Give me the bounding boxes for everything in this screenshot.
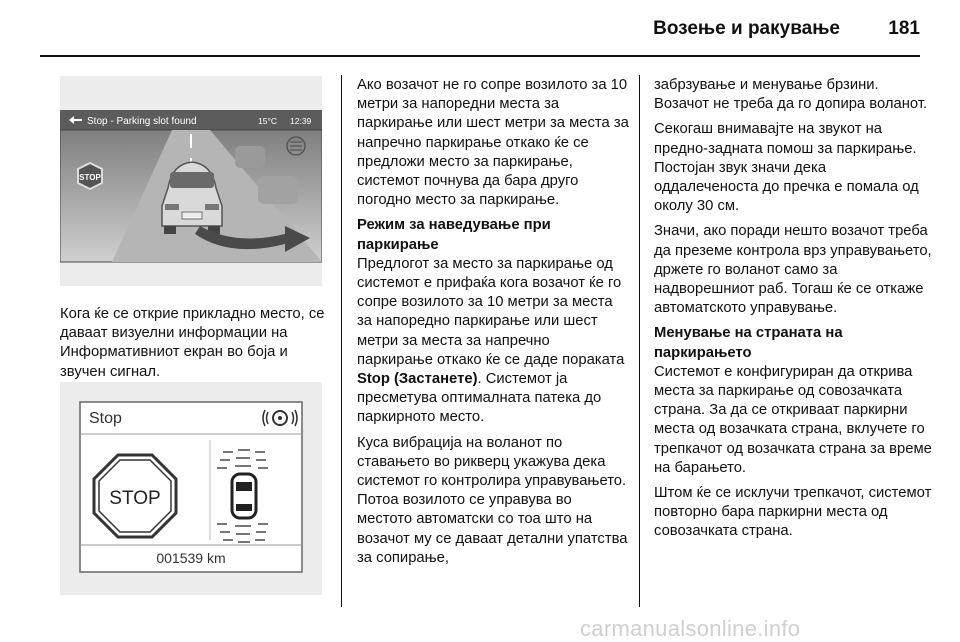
paragraph-text: . Системот ја пресметува оптималната патека до паркирното место.	[357, 371, 602, 426]
paragraph: Куса вибрација на воланот по ставањето во рикверц укажува дека системот го контролира управувањето. Потоа возилото се управува во местото автоматски со тоа што на возачот му се даваат детални упатства за сопирање,	[357, 434, 628, 566]
page-number: 181	[888, 18, 920, 39]
column-2	[357, 76, 629, 574]
figure-stop-message	[60, 382, 322, 595]
display-title: Stop - Parking slot found	[87, 116, 197, 127]
paragraph: Секогаш внимавајте на звукот на предно-задната помош за паркирање. Постојан звук значи дека оддалеченоста до пречка е помала од околу 30 см.	[654, 121, 919, 215]
section-heading: Менување на страната на паркирањето	[654, 325, 843, 361]
stop-sign-label: STOP	[79, 173, 101, 182]
display-temperature: 15°C	[258, 116, 277, 126]
stop-sign-label: STOP	[109, 488, 161, 509]
paragraph: Значи, ако поради нешто возачот треба да преземе контрола врз управувањето, држете го воланот само за надворешниот раб. Тогаш ќе се откаже автоматското управување.	[654, 223, 932, 317]
paragraph: Ако возачот не го сопре возилото за 10 метри за напоредни места за паркирање или шест метри за места за напречно паркирање откако ќе се предложи место за паркирање, системот почнува да бара друго погодно место за паркирање.	[357, 77, 629, 209]
column-separator	[639, 75, 640, 607]
header-title: Возење и ракување	[653, 18, 840, 39]
section-heading: Режим за наведување при паркирање	[357, 217, 551, 253]
figure-parking-slot-found	[60, 76, 322, 286]
car-top-view-icon	[232, 474, 256, 518]
paragraph: забрзување и менување брзини. Возачот не треба да го допира воланот.	[654, 77, 928, 113]
display-time: 12:39	[290, 116, 312, 126]
stop-sign-icon	[78, 163, 102, 189]
car-icon	[162, 162, 222, 234]
column-separator	[341, 75, 342, 607]
watermark: carmanualsonline.info	[580, 616, 801, 641]
paragraph: Штом ќе се исклучи трепкачот, системот повторно бара паркирни места од совозачката страна.	[654, 485, 932, 540]
odometer-reading: 001539 km	[156, 550, 226, 566]
stop-sign-icon	[94, 455, 176, 537]
paragraph	[357, 255, 629, 428]
stop-display-illustration	[60, 382, 322, 595]
message-name: Stop (Застанете)	[357, 371, 478, 388]
paragraph-text: Предлогот за место за паркирање од системот е прифаќа кога возачот ќе го сопре возилото за 10 метри за места за напоредно паркирање или шест метри за места за напречно паркирање откако ќе се даде пораката	[357, 255, 625, 368]
header-rule	[40, 55, 920, 57]
stop-title: Stop	[89, 410, 122, 427]
column-1	[60, 305, 328, 388]
paragraph: Системот е конфигуриран да открива места за паркирање од совозачката страна. За да се откриваат паркирни места од возачката страна, вклучете го трепкачот од возачката страна за време на барањето.	[654, 363, 932, 476]
column-3	[654, 76, 934, 548]
paragraph: Кога ќе се открие прикладно место, се даваат визуелни информации на Информативниот екран во боја и звучен сигнал.	[60, 306, 325, 380]
parking-display-illustration	[60, 76, 322, 286]
